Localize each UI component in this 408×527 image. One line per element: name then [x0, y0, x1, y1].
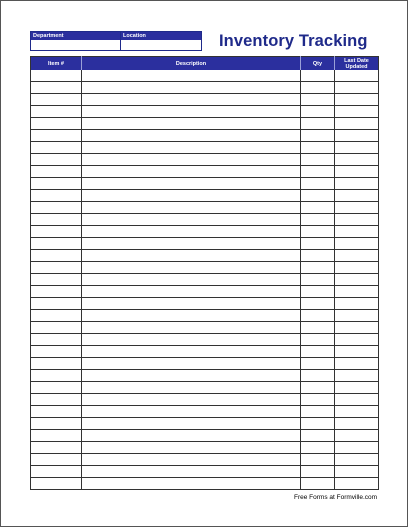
qty-cell[interactable] — [301, 358, 335, 370]
description-cell[interactable] — [82, 106, 301, 118]
column-header-item: Item # — [31, 57, 82, 71]
qty-cell[interactable] — [301, 106, 335, 118]
table-row — [31, 310, 379, 322]
qty-cell[interactable] — [301, 298, 335, 310]
qty-cell[interactable] — [301, 178, 335, 190]
qty-cell[interactable] — [301, 262, 335, 274]
table-row — [31, 214, 379, 226]
description-cell[interactable] — [82, 298, 301, 310]
table-row — [31, 430, 379, 442]
table-row — [31, 142, 379, 154]
description-cell[interactable] — [82, 454, 301, 466]
last-date-updated-cell[interactable] — [335, 394, 379, 406]
table-row — [31, 70, 379, 82]
last-date-updated-cell[interactable] — [335, 214, 379, 226]
qty-cell[interactable] — [301, 466, 335, 478]
last-date-updated-cell[interactable] — [335, 94, 379, 106]
page-title: Inventory Tracking — [219, 32, 368, 50]
last-date-updated-cell[interactable] — [335, 238, 379, 250]
description-cell[interactable] — [82, 478, 301, 490]
qty-cell[interactable] — [301, 250, 335, 262]
table-row — [31, 190, 379, 202]
item-cell[interactable] — [31, 106, 82, 118]
last-date-updated-cell[interactable] — [335, 226, 379, 238]
description-cell[interactable] — [82, 226, 301, 238]
description-cell[interactable] — [82, 334, 301, 346]
description-cell[interactable] — [82, 238, 301, 250]
table-row — [31, 286, 379, 298]
item-cell[interactable] — [31, 346, 82, 358]
description-cell[interactable] — [82, 178, 301, 190]
last-date-updated-cell[interactable] — [335, 106, 379, 118]
description-cell[interactable] — [82, 382, 301, 394]
last-date-updated-cell[interactable] — [335, 262, 379, 274]
table-row — [31, 238, 379, 250]
last-date-updated-cell[interactable] — [335, 142, 379, 154]
item-cell[interactable] — [31, 238, 82, 250]
item-cell[interactable] — [31, 70, 82, 82]
last-date-updated-cell[interactable] — [335, 250, 379, 262]
qty-cell[interactable] — [301, 478, 335, 490]
table-row — [31, 478, 379, 490]
table-row — [31, 118, 379, 130]
item-cell[interactable] — [31, 430, 82, 442]
item-cell[interactable] — [31, 298, 82, 310]
item-cell[interactable] — [31, 214, 82, 226]
description-cell[interactable] — [82, 82, 301, 94]
description-cell[interactable] — [82, 190, 301, 202]
item-cell[interactable] — [31, 334, 82, 346]
item-cell[interactable] — [31, 274, 82, 286]
qty-cell[interactable] — [301, 346, 335, 358]
table-row — [31, 406, 379, 418]
footer-credit: Free Forms at Formville.com — [294, 494, 378, 501]
last-date-updated-cell[interactable] — [335, 334, 379, 346]
description-cell[interactable] — [82, 250, 301, 262]
item-cell[interactable] — [31, 358, 82, 370]
item-cell[interactable] — [31, 190, 82, 202]
description-cell[interactable] — [82, 406, 301, 418]
qty-cell[interactable] — [301, 322, 335, 334]
last-date-updated-cell[interactable] — [335, 346, 379, 358]
item-cell[interactable] — [31, 478, 82, 490]
table-row — [31, 94, 379, 106]
last-date-updated-cell[interactable] — [335, 70, 379, 82]
qty-cell[interactable] — [301, 334, 335, 346]
column-header-last-date-updated: Last Date Updated — [335, 57, 379, 71]
qty-cell[interactable] — [301, 154, 335, 166]
table-row — [31, 166, 379, 178]
last-date-updated-cell[interactable] — [335, 202, 379, 214]
last-date-updated-cell[interactable] — [335, 382, 379, 394]
table-row — [31, 334, 379, 346]
table-row — [31, 358, 379, 370]
item-cell[interactable] — [31, 454, 82, 466]
description-cell[interactable] — [82, 358, 301, 370]
description-cell[interactable] — [82, 262, 301, 274]
qty-cell[interactable] — [301, 406, 335, 418]
table-row — [31, 178, 379, 190]
description-cell[interactable] — [82, 394, 301, 406]
table-row — [31, 382, 379, 394]
last-date-updated-cell[interactable] — [335, 286, 379, 298]
item-cell[interactable] — [31, 262, 82, 274]
item-cell[interactable] — [31, 142, 82, 154]
last-date-updated-cell[interactable] — [335, 118, 379, 130]
last-date-updated-cell[interactable] — [335, 298, 379, 310]
item-cell[interactable] — [31, 442, 82, 454]
last-date-updated-cell[interactable] — [335, 466, 379, 478]
table-row — [31, 274, 379, 286]
department-field[interactable] — [31, 32, 121, 50]
description-cell[interactable] — [82, 118, 301, 130]
description-cell[interactable] — [82, 94, 301, 106]
description-cell[interactable] — [82, 442, 301, 454]
table-row — [31, 442, 379, 454]
qty-cell[interactable] — [301, 214, 335, 226]
item-cell[interactable] — [31, 250, 82, 262]
table-row — [31, 454, 379, 466]
table-row — [31, 394, 379, 406]
qty-cell[interactable] — [301, 370, 335, 382]
qty-cell[interactable] — [301, 166, 335, 178]
item-cell[interactable] — [31, 382, 82, 394]
qty-cell[interactable] — [301, 82, 335, 94]
last-date-updated-cell[interactable] — [335, 478, 379, 490]
header-fields — [30, 31, 202, 51]
column-header-description: Description — [82, 57, 301, 71]
item-cell[interactable] — [31, 178, 82, 190]
last-date-updated-cell[interactable] — [335, 166, 379, 178]
table-row — [31, 370, 379, 382]
description-cell[interactable] — [82, 214, 301, 226]
table-body — [31, 70, 379, 490]
description-cell[interactable] — [82, 322, 301, 334]
table-row — [31, 322, 379, 334]
qty-cell[interactable] — [301, 202, 335, 214]
description-cell[interactable] — [82, 142, 301, 154]
item-cell[interactable] — [31, 130, 82, 142]
description-cell[interactable] — [82, 166, 301, 178]
last-date-updated-cell[interactable] — [335, 430, 379, 442]
description-cell[interactable] — [82, 310, 301, 322]
qty-cell[interactable] — [301, 454, 335, 466]
qty-cell[interactable] — [301, 226, 335, 238]
department-value[interactable] — [31, 40, 120, 50]
item-cell[interactable] — [31, 118, 82, 130]
column-header-qty: Qty — [301, 57, 335, 71]
location-label: Location — [121, 32, 201, 40]
description-cell[interactable] — [82, 466, 301, 478]
last-date-updated-cell[interactable] — [335, 406, 379, 418]
description-cell[interactable] — [82, 286, 301, 298]
last-date-updated-cell[interactable] — [335, 154, 379, 166]
table-row — [31, 418, 379, 430]
table-row — [31, 154, 379, 166]
table-row — [31, 262, 379, 274]
table-row — [31, 466, 379, 478]
table-row — [31, 346, 379, 358]
item-cell[interactable] — [31, 310, 82, 322]
description-cell[interactable] — [82, 418, 301, 430]
qty-cell[interactable] — [301, 190, 335, 202]
location-field[interactable] — [121, 32, 201, 50]
description-cell[interactable] — [82, 346, 301, 358]
location-value[interactable] — [121, 40, 201, 50]
last-date-updated-cell[interactable] — [335, 442, 379, 454]
item-cell[interactable] — [31, 286, 82, 298]
qty-cell[interactable] — [301, 130, 335, 142]
description-cell[interactable] — [82, 202, 301, 214]
qty-cell[interactable] — [301, 238, 335, 250]
description-cell[interactable] — [82, 430, 301, 442]
item-cell[interactable] — [31, 226, 82, 238]
qty-cell[interactable] — [301, 430, 335, 442]
item-cell[interactable] — [31, 202, 82, 214]
table-row — [31, 202, 379, 214]
table-row — [31, 106, 379, 118]
item-cell[interactable] — [31, 418, 82, 430]
item-cell[interactable] — [31, 82, 82, 94]
item-cell[interactable] — [31, 94, 82, 106]
qty-cell[interactable] — [301, 310, 335, 322]
description-cell[interactable] — [82, 70, 301, 82]
item-cell[interactable] — [31, 370, 82, 382]
qty-cell[interactable] — [301, 70, 335, 82]
qty-cell[interactable] — [301, 94, 335, 106]
last-date-updated-cell[interactable] — [335, 178, 379, 190]
qty-cell[interactable] — [301, 118, 335, 130]
table-row — [31, 250, 379, 262]
last-date-updated-cell[interactable] — [335, 82, 379, 94]
last-date-updated-cell[interactable] — [335, 358, 379, 370]
last-date-updated-cell[interactable] — [335, 454, 379, 466]
qty-cell[interactable] — [301, 274, 335, 286]
table-row — [31, 130, 379, 142]
qty-cell[interactable] — [301, 286, 335, 298]
description-cell[interactable] — [82, 154, 301, 166]
description-cell[interactable] — [82, 370, 301, 382]
department-label: Department — [31, 32, 120, 40]
last-date-updated-cell[interactable] — [335, 310, 379, 322]
table-row — [31, 298, 379, 310]
item-cell[interactable] — [31, 322, 82, 334]
last-date-updated-cell[interactable] — [335, 418, 379, 430]
inventory-table — [30, 56, 379, 490]
qty-cell[interactable] — [301, 418, 335, 430]
last-date-updated-cell[interactable] — [335, 274, 379, 286]
qty-cell[interactable] — [301, 382, 335, 394]
item-cell[interactable] — [31, 166, 82, 178]
table-row — [31, 226, 379, 238]
table-header-row — [31, 57, 379, 71]
last-date-updated-cell[interactable] — [335, 322, 379, 334]
item-cell[interactable] — [31, 394, 82, 406]
item-cell[interactable] — [31, 406, 82, 418]
table-row — [31, 82, 379, 94]
last-date-updated-cell[interactable] — [335, 370, 379, 382]
description-cell[interactable] — [82, 274, 301, 286]
qty-cell[interactable] — [301, 442, 335, 454]
last-date-updated-cell[interactable] — [335, 190, 379, 202]
item-cell[interactable] — [31, 466, 82, 478]
item-cell[interactable] — [31, 154, 82, 166]
last-date-updated-cell[interactable] — [335, 130, 379, 142]
qty-cell[interactable] — [301, 142, 335, 154]
description-cell[interactable] — [82, 130, 301, 142]
qty-cell[interactable] — [301, 394, 335, 406]
